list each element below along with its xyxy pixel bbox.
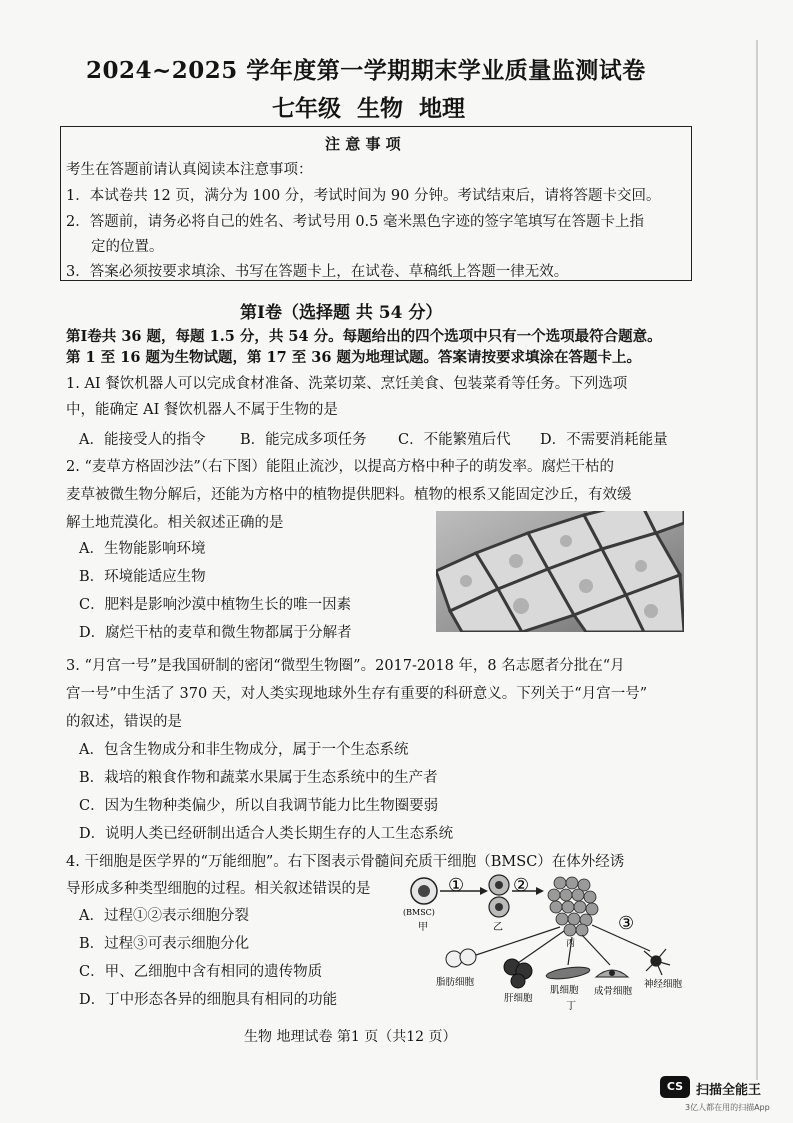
bmsc-cell (411, 878, 437, 904)
divided-cells (489, 875, 509, 917)
fat-cell-label: 脂肪细胞 (436, 977, 475, 988)
camscanner-name: 扫描全能王 (696, 1083, 762, 1098)
camscanner-logo: CS (660, 1076, 690, 1098)
q3-option-a: A．包含生物成分和非生物成分，属于一个生态系统 (79, 742, 409, 758)
bone-cell-label: 成骨细胞 (594, 986, 633, 997)
section-instruction-1: 第Ⅰ卷共 36 题，每题 1.5 分，共 54 分。每题给出的四个选项中只有一个选项最符合题意。 (66, 328, 662, 345)
q1-option-a: A．能接受人的指令 (79, 432, 206, 448)
notice-intro: 考生在答题前请认真阅读本注意事项： (66, 162, 313, 178)
q2-option-b: B．环境能适应生物 (79, 569, 206, 585)
jia-label: 甲 (418, 922, 428, 933)
step-2-label: ② (513, 875, 530, 896)
section-instruction-2: 第 1 至 16 题为生物试题，第 17 至 36 题为地理试题。答案请按要求填涂在答题卡上。 (66, 349, 642, 366)
q2-stem-line-3: 解土地荒漠化。相关叙述正确的是 (66, 515, 284, 531)
q3-stem-line-1: 3. “月宫一号”是我国研制的密闭“微型生物圈”。2017-2018 年，8 名志愿者分批在“月 (66, 658, 625, 674)
nerve-cell-label: 神经细胞 (644, 979, 683, 990)
page-edge-line (756, 40, 758, 1080)
notice-heading: 注 意 事 项 (325, 135, 401, 153)
notice-item-1: 1．本试卷共 12 页，满分为 100 分，考试时间为 90 分钟。考试结束后，请将答题卡交回。 (66, 188, 661, 204)
fat-cells (446, 949, 476, 967)
q1-option-c: C．不能繁殖后代 (398, 432, 511, 448)
step-3-label: ③ (618, 913, 635, 934)
q4-stem-line-2: 导形成多种类型细胞的过程。相关叙述错误的是 (66, 881, 371, 897)
yi-label: 乙 (493, 922, 503, 933)
q4-option-b: B．过程③可表示细胞分化 (79, 936, 250, 952)
q2-stem-line-2: 麦草被微生物分解后，还能为方格中的植物提供肥料。植物的根系又能固定沙丘，有效缓 (66, 487, 632, 503)
q3-stem-line-2: 宫一号”中生活了 370 天，对人类实现地球外生存有重要的科研意义。下列关于“月宫一号” (66, 686, 648, 702)
q1-option-b: B．能完成多项任务 (240, 432, 367, 448)
q4-stem-line-1: 4. 干细胞是医学界的“万能细胞”。右下图表示骨髓间充质干细胞（BMSC）在体外经诱 (66, 854, 625, 870)
muscle-cell (546, 965, 591, 981)
ding-label: 丁 (566, 1001, 576, 1012)
q2-stem-line-1: 2. “麦草方格固沙法”（右下图）能阻止流沙，以提高方格中种子的萌发率。腐烂干枯的 (66, 459, 615, 475)
bone-cell (596, 970, 628, 977)
exam-title: 2024~2025 学年度第一学期期末学业质量监测试卷 (86, 57, 646, 84)
camscanner-slogan: 3亿人都在用的扫描App (685, 1103, 770, 1112)
q3-stem-line-3: 的叙述，错误的是 (66, 714, 182, 730)
nerve-cell (644, 949, 670, 975)
q1-option-d: D．不需要消耗能量 (540, 432, 668, 448)
exam-subtitle: 七年级 生物 地理 (272, 95, 466, 122)
q1-stem-line-1: 1. AI 餐饮机器人可以完成食材准备、洗菜切菜、烹饪美食、包装菜肴等任务。下列选项 (66, 376, 628, 392)
straw-checkerboard-photo (436, 511, 684, 632)
notice-item-2-cont: 定的位置。 (91, 239, 164, 255)
q1-stem-line-2: 中，能确定 AI 餐饮机器人不属于生物的是 (66, 402, 338, 418)
notice-item-3: 3．答案必须按要求填涂、书写在答题卡上，在试卷、草稿纸上答题一律无效。 (66, 264, 569, 280)
step-1-label: ① (448, 875, 465, 896)
q4-option-a: A．过程①②表示细胞分裂 (79, 908, 249, 924)
muscle-cell-label: 肌细胞 (550, 985, 579, 996)
q4-option-d: D．丁中形态各异的细胞具有相同的功能 (79, 992, 338, 1008)
stem-cell-diagram (400, 873, 700, 1023)
q4-option-c: C．甲、乙细胞中含有相同的遗传物质 (79, 964, 323, 980)
q3-option-c: C．因为生物种类偏少，所以自我调节能力比生物圈要弱 (79, 798, 439, 814)
page-footer: 生物 地理试卷 第1 页（共12 页） (244, 1029, 457, 1045)
cell-cluster (548, 877, 598, 936)
liver-cells (504, 959, 532, 988)
q3-option-b: B．栽培的粮食作物和蔬菜水果属于生态系统中的生产者 (79, 770, 438, 786)
q3-option-d: D．说明人类已经研制出适合人类长期生存的人工生态系统 (79, 826, 454, 842)
q2-option-c: C．肥料是影响沙漠中植物生长的唯一因素 (79, 597, 352, 613)
section-title: 第Ⅰ卷（选择题 共 54 分） (240, 303, 443, 323)
notice-item-2: 2．答题前，请务必将自己的姓名、考试号用 0.5 毫米黑色字迹的签字笔填写在答题卡上指 (66, 214, 644, 230)
liver-cell-label: 肝细胞 (504, 993, 533, 1004)
q2-option-a: A．生物能影响环境 (79, 541, 206, 557)
bing-label: 丙 (566, 939, 576, 949)
q2-option-d: D．腐烂干枯的麦草和微生物都属于分解者 (79, 625, 352, 641)
bmsc-label: (BMSC) (403, 908, 435, 917)
